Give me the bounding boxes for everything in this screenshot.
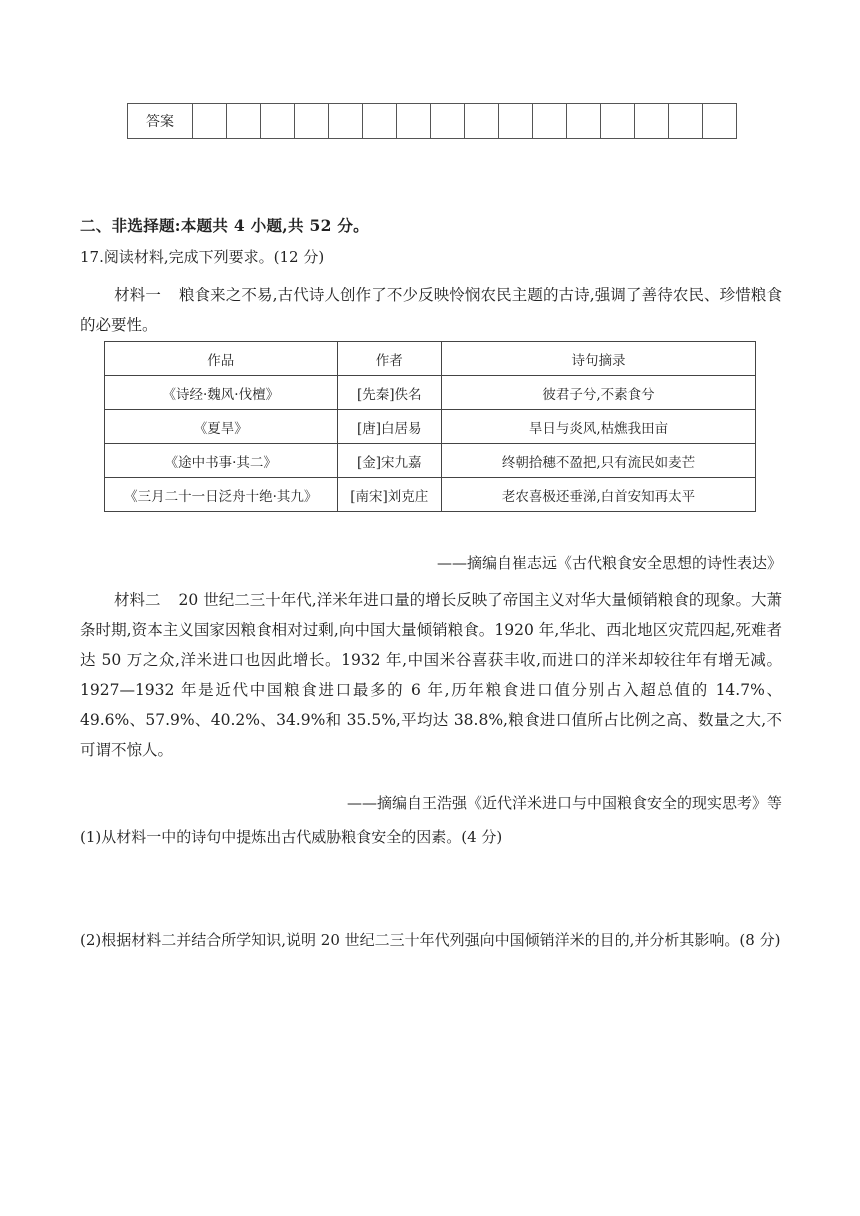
cell-work: 《三月二十一日泛舟十绝·其九》 [105, 478, 338, 512]
poem-table-header [105, 342, 756, 376]
cell-excerpt: 彼君子兮,不素食兮 [442, 376, 756, 410]
poem-table [104, 341, 756, 512]
answer-cell[interactable] [295, 104, 329, 139]
answer-cell[interactable] [669, 104, 703, 139]
answer-cell[interactable] [329, 104, 363, 139]
cell-author: [唐]白居易 [337, 410, 441, 444]
sub-question-1: (1)从材料一中的诗句中提炼出古代威胁粮食安全的因素。(4 分) [80, 828, 503, 846]
table-row [105, 376, 756, 410]
answer-cell[interactable] [431, 104, 465, 139]
material1-label: 材料一 [114, 286, 161, 304]
table-row [105, 444, 756, 478]
table-row [105, 478, 756, 512]
answer-cell[interactable] [193, 104, 227, 139]
cell-work: 《途中书事·其二》 [105, 444, 338, 478]
table-row [105, 410, 756, 444]
answer-cell[interactable] [567, 104, 601, 139]
answer-cell[interactable] [363, 104, 397, 139]
answer-cell[interactable] [397, 104, 431, 139]
cell-work: 《夏旱》 [105, 410, 338, 444]
answer-cell[interactable] [533, 104, 567, 139]
answer-cell[interactable] [499, 104, 533, 139]
answer-cell[interactable] [703, 104, 737, 139]
cell-author: [先秦]佚名 [337, 376, 441, 410]
material1-paragraph [80, 280, 782, 340]
section-title: 二、非选择题:本题共 4 小题,共 52 分。 [80, 216, 369, 235]
cell-author: [金]宋九嘉 [337, 444, 441, 478]
header-excerpt: 诗句摘录 [442, 342, 756, 376]
material2-source: ——摘编自王浩强《近代洋米进口与中国粮食安全的现实思考》等 [346, 794, 782, 812]
cell-author: [南宋]刘克庄 [337, 478, 441, 512]
answer-cell[interactable] [465, 104, 499, 139]
question-title: 17.阅读材料,完成下列要求。(12 分) [80, 248, 325, 266]
cell-work: 《诗经·魏风·伐檀》 [105, 376, 338, 410]
cell-excerpt: 老农喜极还垂涕,白首安知再太平 [442, 478, 756, 512]
material2-paragraph [80, 585, 782, 765]
material1-source: ——摘编自崔志远《古代粮食安全思想的诗性表达》 [436, 554, 782, 572]
answer-grid [127, 103, 737, 139]
sub-question-2: (2)根据材料二并结合所学知识,说明 20 世纪二三十年代列强向中国倾销洋米的目的,并分析其影响。(8 分) [80, 931, 781, 949]
answer-cell[interactable] [227, 104, 261, 139]
answer-cell[interactable] [261, 104, 295, 139]
answer-cell[interactable] [601, 104, 635, 139]
header-author: 作者 [337, 342, 441, 376]
cell-excerpt: 旱日与炎风,枯燋我田亩 [442, 410, 756, 444]
material2-text: 20 世纪二三十年代,洋米年进口量的增长反映了帝国主义对华大量倾销粮食的现象。大萧条时期,资本主义国家因粮食相对过剩,向中国大量倾销粮食。1920 年,华北、西北地区灾荒四起,死难者达 50 万之众,洋米进口也因此增长。1932 年,中国米谷喜获丰收,而进口的洋米却较往年有增无减。1927—1932 年是近代中国粮食进口最多的 6 年,历年粮食进口值分别占入超总值的 14.7%、49.6%、57.9%、40.2%、34.9%和 35.5%,平均达 38.8%,粮食进口值所占比例之高、数量之大,不可谓不惊人。 [80, 591, 782, 759]
answer-row [128, 104, 737, 139]
answer-label: 答案 [128, 104, 193, 139]
answer-cell[interactable] [635, 104, 669, 139]
cell-excerpt: 终朝拾穗不盈把,只有流民如麦芒 [442, 444, 756, 478]
material2-label: 材料二 [114, 591, 161, 609]
header-work: 作品 [105, 342, 338, 376]
material1-text: 粮食来之不易,古代诗人创作了不少反映怜悯农民主题的古诗,强调了善待农民、珍惜粮食的必要性。 [80, 286, 782, 334]
